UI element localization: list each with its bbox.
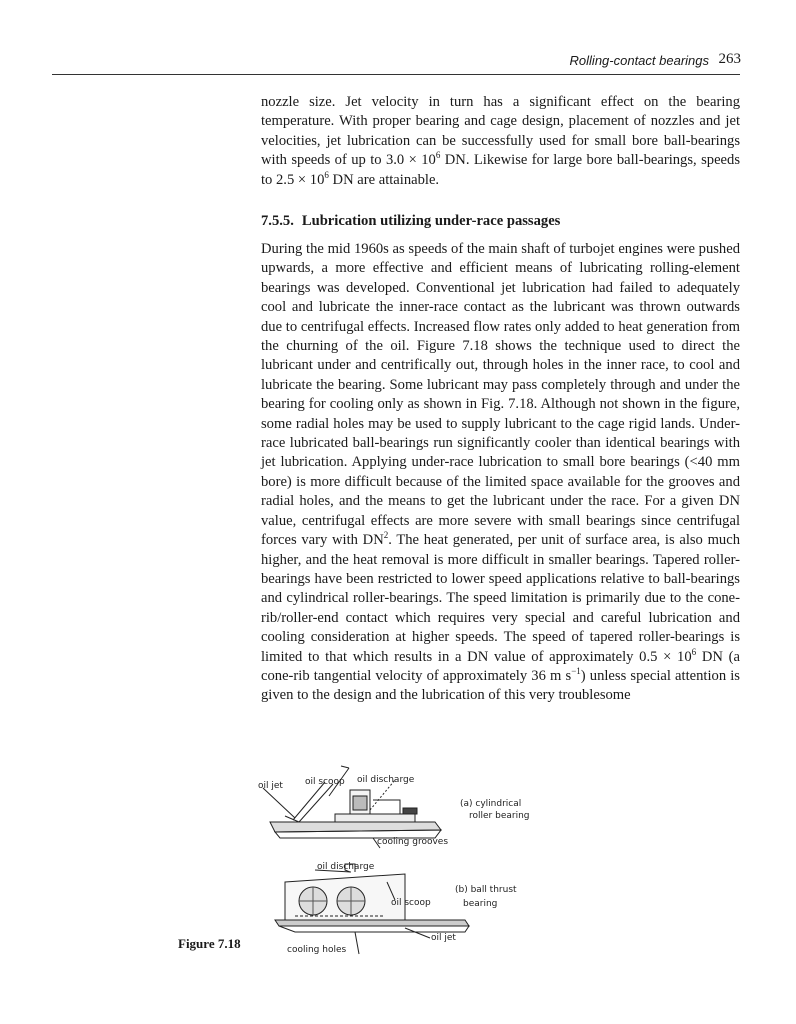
label-a-oil-discharge: oil discharge [357, 775, 415, 785]
caption-a-line1: (a) cylindrical [460, 799, 522, 809]
running-title: Rolling-contact bearings [569, 53, 709, 68]
label-a-oil-jet: oil jet [258, 781, 283, 791]
exponent: −1 [571, 666, 581, 677]
figure-label: Figure 7.18 [178, 936, 241, 951]
header-rule [52, 74, 740, 75]
paragraph-2 [261, 240, 740, 706]
exponent: 6 [691, 646, 697, 657]
paragraph-1-lead: nozzle size. Jet velocity in turn has a significant effect on the bearing temperature. With proper bearing and cage design, placement of nozzles and jet velocities, jet lubrication can be successfully used for small bore ball-bearings with speeds of up to 3.0 × 10 [261, 94, 740, 169]
paragraph-2-part2: . The heat generated, per unit of surface area, is also much higher, and the heat removal is more difficult in smaller bearings. Tapered roller-bearings have been restricted to lower speed applications relative to ball-bearings and cylindrical roller-bearings. The speed limitation is primarily due to the cone-rib/roller-end contact which requires very special and careful lubrication and cooling consideration at higher speeds. The speed of tapered roller-bearings is limited to that which results in a DN value of approximately 0.5 × 10 [261, 532, 740, 665]
diagram-a [263, 766, 441, 848]
label-b-oil-discharge: oil discharge [317, 862, 375, 872]
paragraph-1 [261, 93, 740, 190]
section-title: Lubrication utilizing under-race passages [301, 213, 561, 229]
caption-b-line1: (b) ball thrust [455, 885, 517, 895]
paragraph-1-tail: DN are attainable. [328, 171, 440, 188]
exponent: 2 [383, 530, 389, 541]
label-b-oil-jet: oil jet [431, 933, 456, 943]
exponent: 6 [324, 169, 329, 180]
label-a-cooling-grooves: cooling grooves [377, 837, 449, 847]
paragraph-1-mid: DN. Likewise for large bore ball-bearings, speeds to 2.5 × 10 [261, 152, 740, 188]
figure-7-18-diagram [255, 760, 555, 960]
section-number: 7.5.5. [261, 213, 294, 229]
exponent: 6 [435, 150, 441, 161]
label-a-oil-scoop: oil scoop [305, 777, 345, 787]
caption-a-line2: roller bearing [469, 811, 530, 821]
label-b-oil-scoop: oil scoop [391, 898, 431, 908]
paragraph-2-part1: During the mid 1960s as speeds of the main shaft of turbojet engines were pushed upwards, a more effective and efficient means of lubricating rolling-element bearings was developed. Conventional jet lubrication had failed to adequately cool and lubricate the inner-race contact as the lubricant was thrown outwards due to centrifugal effects. Increased flow rates only added to heat generation from the churning of the oil. Figure 7.18 shows the technique used to direct the lubricant under and centrifically out, through holes in the inner race, to cool and lubricate the bearing. Some lubricant may pass completely through and under the bearing for cooling only as shown in Fig. 7.18. Although not shown in the figure, some radial holes may be used to supply lubricant to the cage rigid lands. Under-race lubricated ball-bearings run significantly cooler than identical bearings with jet lubrication. Applying under-race lubrication to small bore bearings (<40 mm bore) is more difficult because of the limited space available for the grooves and radial holes, and the means to get the lubricant under the race. For a given DN value, centrifugal effects are more severe with small bearings since centrifugal forces vary with DN [261, 241, 740, 549]
paragraph-2-part3: DN (a cone-rib tangential velocity of approximately 36 m s [261, 648, 740, 684]
page-number: 263 [718, 51, 741, 67]
caption-b-line2: bearing [463, 899, 498, 909]
section-heading [261, 213, 560, 230]
label-b-cooling-holes: cooling holes [287, 945, 347, 955]
paragraph-2-part4: ) unless special attention is given to the design and the lubrication of this very troublesome [261, 667, 740, 704]
